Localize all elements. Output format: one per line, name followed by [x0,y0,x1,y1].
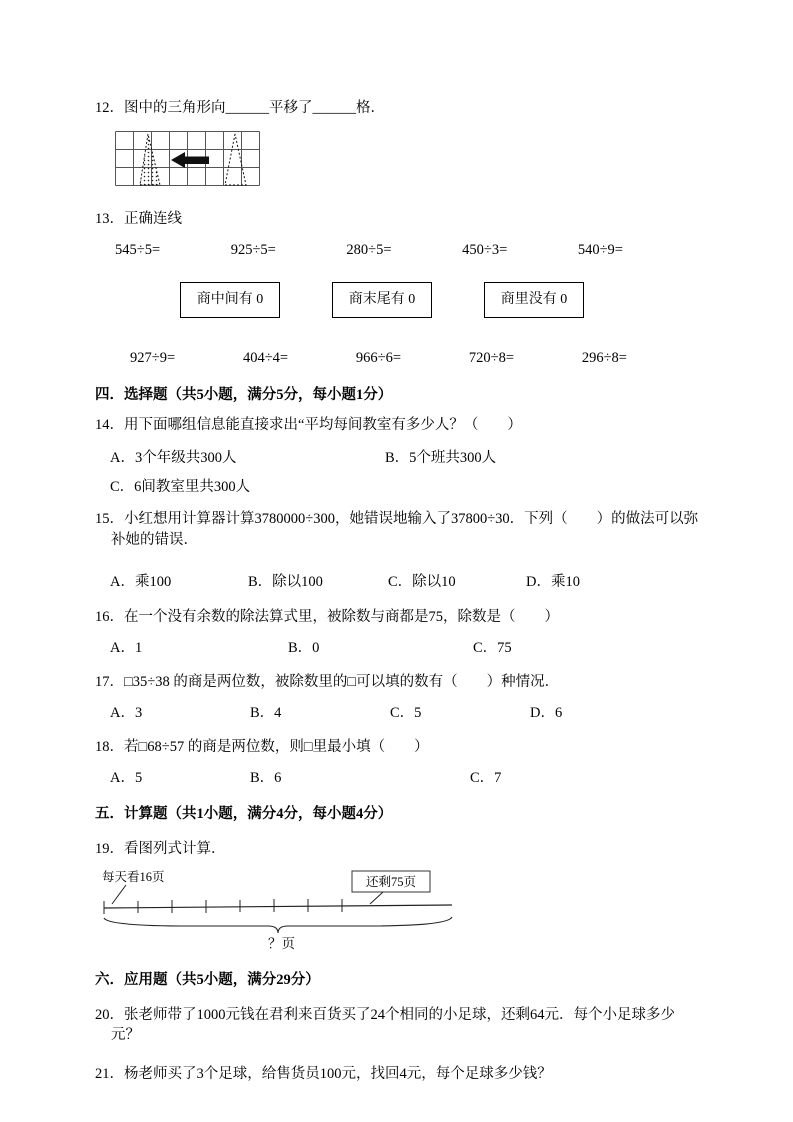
question-20-text: 20．张老师带了1000元钱在君利来百货买了24个相同的小足球，还剩64元．每个小足球多少元？ [95,1006,675,1044]
q14-options-row-2 [110,477,700,498]
question-16-text: 16．在一个没有余数的除法算式里，被除数与商都是75，除数是（ ） [95,608,559,625]
option-a: A．乘100 [110,574,172,591]
number-line-figure [100,868,700,959]
total-pages-label: ？页 [268,935,295,951]
equation: 925÷5= [230,241,276,258]
option-a: A．1 [110,639,143,656]
remaining-label: 还剩75页 [365,874,417,889]
equation: 966÷6= [355,350,402,367]
option-c: C．6间教室里共300人 [110,478,251,495]
equation: 720÷8= [468,350,514,367]
q16-options [110,638,700,659]
question-14-text: 14．用下面哪组信息能直接求出“平均每间教室有多少人？（ ） [95,417,522,434]
q15-options [110,572,700,593]
category-box: 商中间有 0 [180,282,280,318]
brace [104,917,452,933]
question-15-text: 15．小红想用计算器计算3780000÷300，她错误地输入了37800÷30．下列（ ）的做法可以弥补她的错误． [95,511,699,548]
option-b: B．除以100 [248,574,323,591]
q13-bottom-equations [130,348,627,369]
option-c: C．75 [473,639,512,656]
q14-options-row-1 [110,448,700,469]
question-13-text: 13．正确连线 [95,211,182,228]
right-label-connector [370,892,383,904]
option-a: A．3 [110,704,143,721]
option-d: D．6 [530,704,563,721]
option-a: A．5 [110,769,143,786]
left-label-connector [112,885,126,904]
per-day-label: 每天看16页 [102,869,165,884]
equation: 450÷3= [462,241,508,258]
question-19-text: 19．看图列式计算． [95,840,226,857]
equation: 545÷5= [115,241,161,258]
q13-top-equations [115,240,623,261]
equation: 296÷8= [581,350,627,367]
option-a: A．3个年级共300人 [110,450,237,467]
option-b: B．0 [288,639,320,656]
option-b: B．6 [250,769,282,786]
option-b: B．5个班共300人 [385,450,497,467]
move-left-arrow-icon [171,152,209,168]
question-21-text: 21．杨老师买了3个足球，给售货员100元，找回4元，每个足球多少钱？ [95,1065,552,1082]
triangle-translation-figure [115,131,700,194]
section-4-heading: 四．选择题（共5小题，满分5分，每小题1分） [95,386,393,403]
equation: 540÷9= [577,241,623,258]
equation: 404÷4= [242,350,289,367]
equation: 280÷5= [346,241,392,258]
section-6-heading: 六．应用题（共5小题，满分29分） [95,972,320,989]
question-17-text: 17．□35÷38 的商是两位数，被除数里的□可以填的数有（ ）种情况． [95,674,560,691]
section-5-heading: 五．计算题（共1小题，满分4分，每小题4分） [95,806,393,823]
category-box: 商末尾有 0 [332,282,432,318]
option-c: C．7 [470,769,502,786]
q17-options [110,703,700,724]
option-c: C．除以10 [388,574,456,591]
left-dotted-triangle [140,134,160,185]
equation: 927÷9= [130,350,176,367]
option-b: B．4 [250,704,282,721]
question-12-text: 12．图中的三角形向______平移了______格． [95,100,385,116]
category-box: 商里没有 0 [484,282,584,318]
main-line [104,905,452,908]
option-d: D．乘10 [526,574,580,591]
q18-options [110,768,700,789]
question-18-text: 18．若□68÷57 的商是两位数，则□里最小填（ ） [95,739,429,756]
right-dotted-triangle [225,134,246,185]
q13-category-boxes [180,282,700,318]
triangle-grid-svg [115,131,261,187]
number-line-svg [100,868,460,952]
option-c: C．5 [390,704,422,721]
